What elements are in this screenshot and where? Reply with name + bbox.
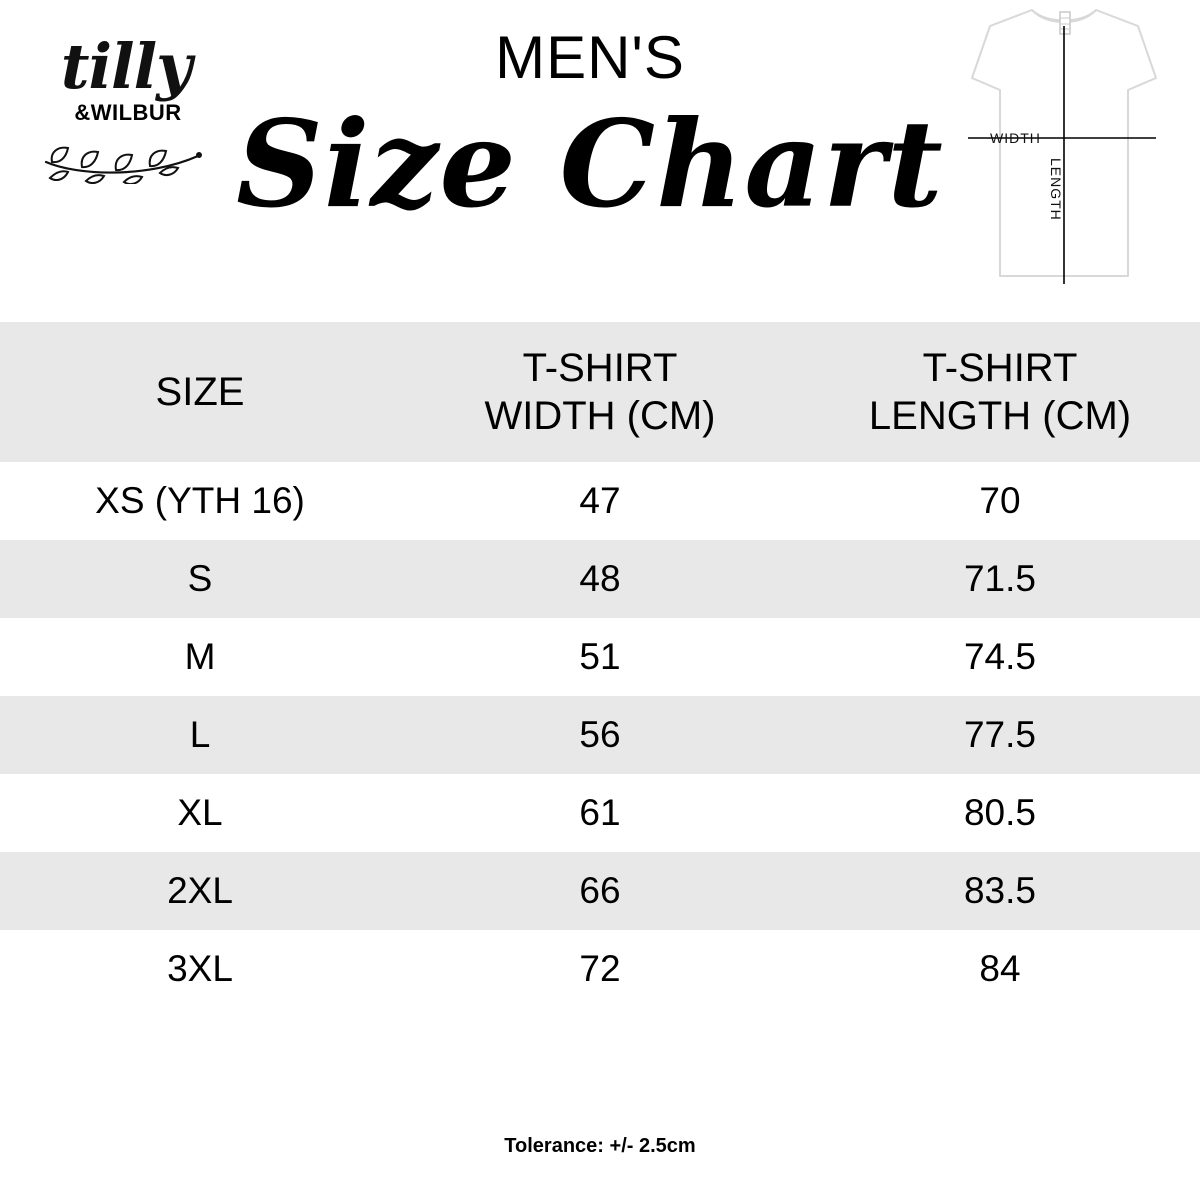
- cell-width: 72: [579, 947, 621, 989]
- size-chart-table: [0, 322, 1200, 1008]
- table-header-row: [0, 322, 1200, 462]
- tshirt-outline-icon: [960, 8, 1180, 286]
- cell-width: 66: [579, 869, 621, 911]
- table-row: [0, 696, 1200, 774]
- title-top: MEN'S: [495, 24, 685, 91]
- cell-size: 2XL: [167, 869, 233, 911]
- cell-length: 77.5: [963, 713, 1036, 755]
- cell-size: M: [184, 635, 216, 677]
- cell-length: 70: [979, 479, 1021, 521]
- table-row: [0, 930, 1200, 1008]
- cell-size: L: [189, 713, 211, 755]
- brand-subname: &WILBUR: [74, 100, 182, 125]
- brand-name: tilly: [60, 30, 192, 103]
- table-row: [0, 618, 1200, 696]
- width-label: WIDTH: [990, 130, 1041, 146]
- table-row: [0, 852, 1200, 930]
- column-header-length: T-SHIRT LENGTH (CM): [868, 346, 1132, 438]
- cell-size: XL: [177, 791, 223, 833]
- cell-size: S: [187, 557, 213, 599]
- title-main: Size Chart: [236, 94, 944, 235]
- cell-width: 48: [579, 557, 621, 599]
- cell-length: 71.5: [963, 557, 1036, 599]
- cell-length: 83.5: [963, 869, 1036, 911]
- table-row: [0, 540, 1200, 618]
- tolerance-note: Tolerance: +/- 2.5cm: [504, 1135, 696, 1157]
- column-header-width: T-SHIRT WIDTH (CM): [484, 346, 716, 438]
- cell-width: 61: [579, 791, 621, 833]
- cell-length: 74.5: [963, 635, 1036, 677]
- cell-width: 56: [579, 713, 621, 755]
- chart-header: [0, 0, 1200, 322]
- table-row: [0, 774, 1200, 852]
- brand-logo: [28, 30, 218, 246]
- length-label: LENGTH: [1048, 158, 1064, 221]
- column-header-size: SIZE: [155, 370, 245, 414]
- cell-width: 47: [579, 479, 621, 521]
- table-row: [0, 462, 1200, 540]
- cell-width: 51: [579, 635, 621, 677]
- leaf-branch-icon: [28, 132, 218, 189]
- cell-length: 84: [979, 947, 1021, 989]
- cell-size: XS (YTH 16): [95, 479, 305, 521]
- cell-length: 80.5: [963, 791, 1036, 833]
- page-title: [210, 24, 970, 235]
- cell-size: 3XL: [167, 947, 233, 989]
